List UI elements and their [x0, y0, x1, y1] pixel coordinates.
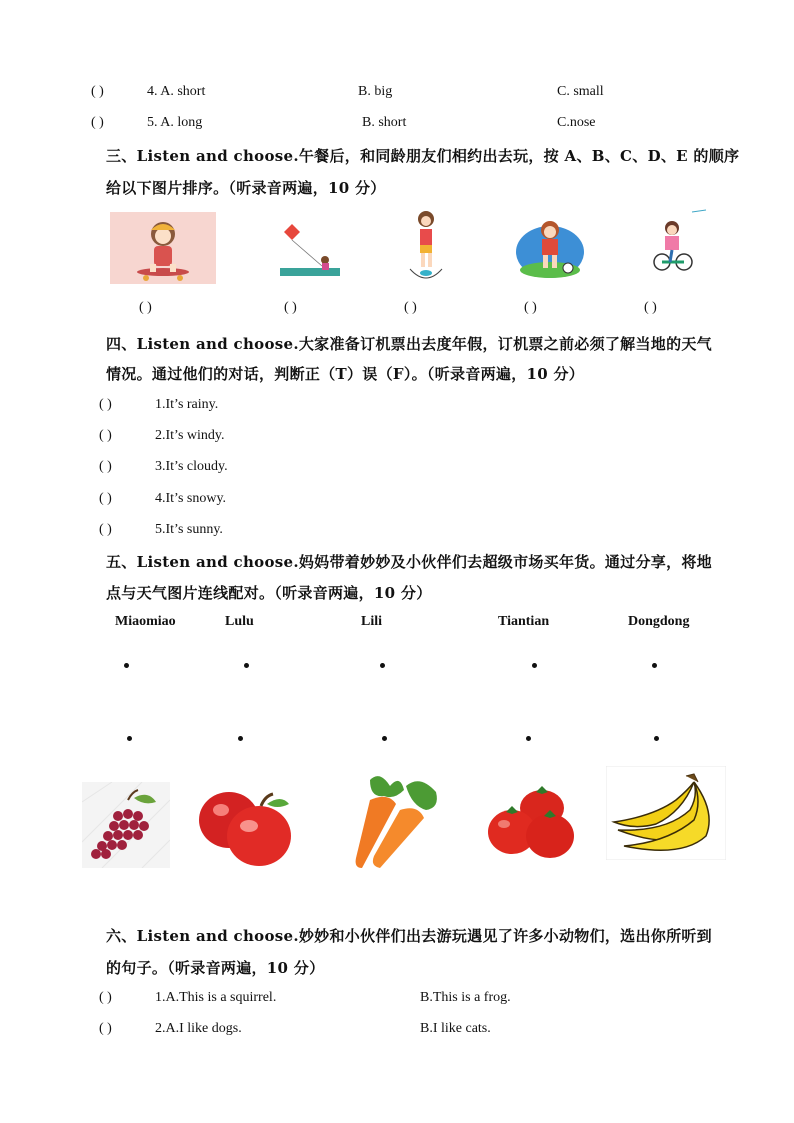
section-4-heading-line2: 情况。通过他们的对话，判断正（T）误（F）。（听录音两遍，10 分） [106, 365, 585, 383]
section-3-heading-line2: 给以下图片排序。（听录音两遍，10 分） [106, 179, 386, 197]
answer-paren[interactable]: ( ) [99, 990, 112, 1005]
grapes-image [82, 782, 170, 868]
girl-skipping-rope-image [404, 207, 448, 283]
match-dot-top[interactable] [532, 663, 537, 668]
option-b: B. big [358, 84, 393, 99]
name-tiantian: Tiantian [498, 614, 550, 629]
match-dot-bottom[interactable] [654, 736, 659, 741]
option-c: C.nose [557, 115, 596, 130]
order-blank-3[interactable]: ( ) [404, 300, 417, 315]
girl-playing-football-image [514, 212, 586, 280]
option-b: B. short [362, 115, 407, 130]
statement-text: 5.It’s sunny. [155, 522, 223, 537]
carrots-image [340, 770, 444, 870]
tomatoes-image [486, 782, 578, 860]
match-dot-bottom[interactable] [238, 736, 243, 741]
apples-image [195, 782, 295, 868]
option-b: B.I like cats. [420, 1021, 491, 1036]
section-4-heading: 四、Listen and choose.大家准备订机票出去度年假，订机票之前必须了解当地的天气 [106, 335, 712, 353]
answer-paren[interactable]: ( ) [99, 397, 112, 412]
order-blank-4[interactable]: ( ) [524, 300, 537, 315]
bananas-image [606, 766, 726, 860]
match-dot-top[interactable] [244, 663, 249, 668]
section-5-heading: 五、Listen and choose.妈妈带着妙妙及小伙伴们去超级市场买年货。通过分享，将地 [106, 553, 712, 571]
answer-paren[interactable]: ( ) [99, 428, 112, 443]
answer-paren[interactable]: ( ) [99, 459, 112, 474]
section-6-heading-line2: 的句子。（听录音两遍，10 分） [106, 959, 325, 977]
section-6-heading: 六、Listen and choose.妙妙和小伙伴们出去游玩遇见了许多小动物们，选出你所听到 [106, 927, 712, 945]
order-blank-5[interactable]: ( ) [644, 300, 657, 315]
option-a: 5. A. long [147, 115, 203, 130]
girl-riding-bike-image [648, 208, 708, 274]
match-dot-top[interactable] [380, 663, 385, 668]
option-b: B.This is a frog. [420, 990, 511, 1005]
name-lili: Lili [361, 614, 383, 629]
match-dot-bottom[interactable] [382, 736, 387, 741]
name-lulu: Lulu [225, 614, 254, 629]
statement-text: 1.It’s rainy. [155, 397, 219, 412]
answer-paren[interactable]: ( ) [99, 522, 112, 537]
answer-paren[interactable]: ( ) [99, 491, 112, 506]
answer-paren[interactable]: ( ) [99, 1021, 112, 1036]
section-3-heading: 三、Listen and choose.午餐后，和同龄朋友们相约出去玩，按 A、B、C、D、E 的顺序 [106, 147, 740, 165]
girl-skateboard-image [110, 212, 216, 284]
order-blank-2[interactable]: ( ) [284, 300, 297, 315]
option-a: 1.A.This is a squirrel. [155, 990, 277, 1005]
girl-flying-kite-image [280, 222, 340, 278]
match-dot-top[interactable] [652, 663, 657, 668]
statement-text: 3.It’s cloudy. [155, 459, 228, 474]
name-dongdong: Dongdong [628, 614, 690, 629]
answer-paren: ( ) [91, 115, 104, 130]
name-miaomiao: Miaomiao [115, 614, 176, 629]
statement-text: 4.It’s snowy. [155, 491, 227, 506]
option-c: C. small [557, 84, 604, 99]
match-dot-top[interactable] [124, 663, 129, 668]
match-dot-bottom[interactable] [127, 736, 132, 741]
section-5-heading-line2: 点与天气图片连线配对。（听录音两遍，10 分） [106, 584, 432, 602]
option-a: 2.A.I like dogs. [155, 1021, 242, 1036]
option-a: 4. A. short [147, 84, 206, 99]
answer-paren: ( ) [91, 84, 104, 99]
statement-text: 2.It’s windy. [155, 428, 225, 443]
order-blank-1[interactable]: ( ) [139, 300, 152, 315]
match-dot-bottom[interactable] [526, 736, 531, 741]
